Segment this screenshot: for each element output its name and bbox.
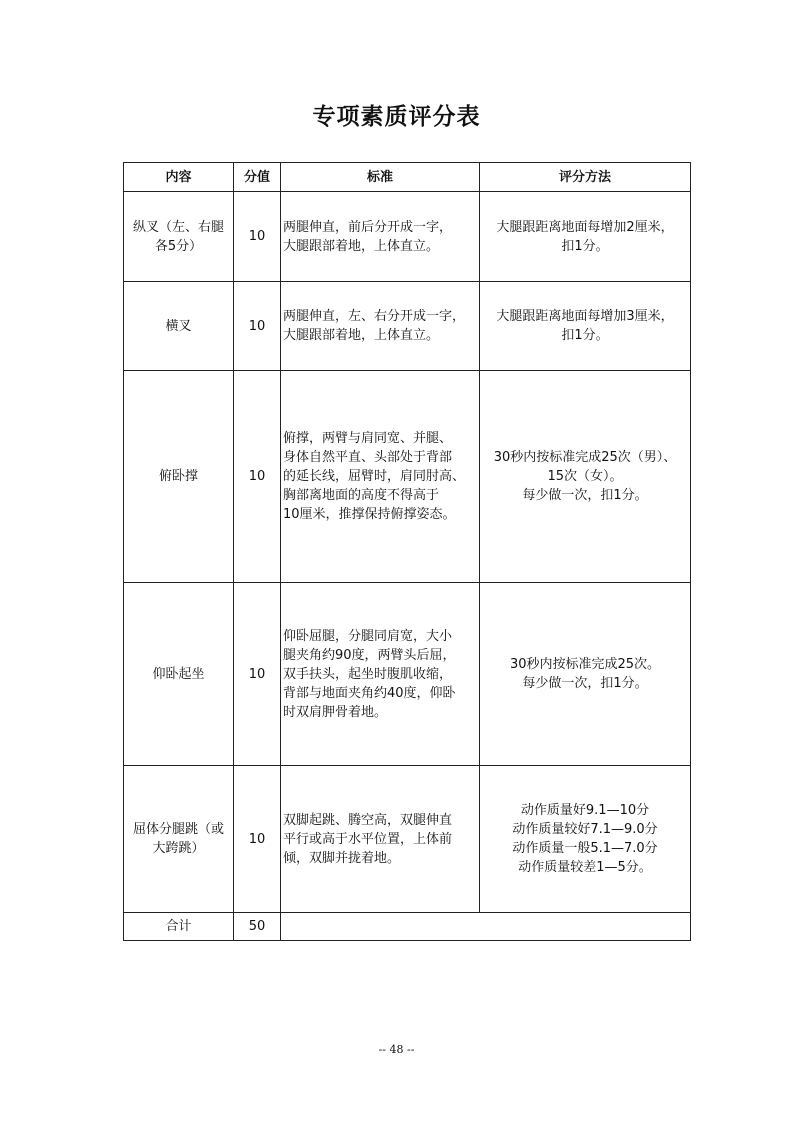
standard-line: 腿夹角约90度，两臂头后屈， bbox=[283, 647, 456, 663]
method-line: 动作质量较差1—5分。 bbox=[518, 860, 652, 875]
method-cell bbox=[480, 766, 691, 913]
standard-line: 胸部离地面的高度不得高于 bbox=[283, 488, 440, 503]
method-line: 每少做一次，扣1分。 bbox=[522, 488, 648, 503]
table-row bbox=[124, 766, 691, 913]
item-name-cell bbox=[124, 192, 234, 282]
standard-line: 身体自然平直、头部处于背部 bbox=[283, 450, 453, 465]
standard-cell bbox=[281, 192, 480, 282]
standard-line: 倾，双脚并拢着地。 bbox=[283, 850, 401, 866]
method-cell bbox=[480, 583, 691, 766]
method-line: 动作质量一般5.1—7.0分 bbox=[512, 841, 658, 856]
method-line: 30秒内按标准完成25次（男）、 bbox=[493, 450, 677, 465]
item-name-cell bbox=[124, 766, 234, 913]
standard-line: 平行或高于水平位置，上体前 bbox=[283, 831, 453, 847]
column-header-content: 内容 bbox=[124, 163, 234, 192]
method-line: 30秒内按标准完成25次。 bbox=[509, 657, 661, 672]
total-row bbox=[124, 913, 691, 941]
standard-line: 两腿伸直，前后分开成一字， bbox=[283, 219, 453, 235]
method-line: 大腿跟距离地面每增加3厘米， bbox=[496, 309, 674, 324]
standard-line: 仰卧屈腿，分腿同肩宽，大小 bbox=[283, 628, 453, 644]
total-label: 合计 bbox=[124, 913, 234, 941]
table-header-row bbox=[124, 163, 691, 192]
item-name-line: 大跨跳） bbox=[152, 841, 205, 856]
method-cell bbox=[480, 371, 691, 583]
standard-line: 双手扶头，起坐时腹肌收缩， bbox=[283, 666, 453, 682]
item-name-line: 仰卧起坐 bbox=[152, 666, 205, 682]
standard-cell bbox=[281, 766, 480, 913]
column-header-standard: 标准 bbox=[281, 163, 480, 192]
standard-cell bbox=[281, 583, 480, 766]
standard-line: 时双肩胛骨着地。 bbox=[283, 704, 388, 720]
table-row bbox=[124, 192, 691, 282]
standard-line: 两腿伸直，左、右分开成一字， bbox=[283, 309, 466, 324]
standard-cell bbox=[281, 371, 480, 583]
method-line: 动作质量好9.1—10分 bbox=[520, 803, 650, 818]
item-name-line: 俯卧撑 bbox=[158, 469, 198, 484]
item-name-cell bbox=[124, 282, 234, 371]
standard-cell bbox=[281, 282, 480, 371]
method-cell bbox=[480, 282, 691, 371]
method-line: 动作质量较好7.1—9.0分 bbox=[512, 822, 658, 837]
item-name-cell bbox=[124, 583, 234, 766]
item-name-line: 横叉 bbox=[165, 318, 192, 334]
item-name-line: 屈体分腿跳（或 bbox=[132, 822, 224, 837]
item-name-cell bbox=[124, 371, 234, 583]
item-score-cell: 10 bbox=[234, 766, 281, 913]
table-row bbox=[124, 282, 691, 371]
standard-line: 的延长线，屈臂时，肩同肘高、 bbox=[283, 469, 466, 484]
table-row bbox=[124, 371, 691, 583]
standard-line: 大腿跟部着地，上体直立。 bbox=[283, 328, 440, 343]
item-score-cell: 10 bbox=[234, 192, 281, 282]
method-cell bbox=[480, 192, 691, 282]
method-line: 扣1分。 bbox=[561, 328, 609, 343]
standard-line: 双脚起跳、腾空高，双腿伸直 bbox=[283, 812, 453, 828]
total-score: 50 bbox=[234, 913, 281, 941]
standard-line: 大腿跟部着地，上体直立。 bbox=[283, 238, 440, 254]
method-line: 扣1分。 bbox=[561, 238, 609, 254]
table-row bbox=[124, 583, 691, 766]
column-header-score: 分值 bbox=[234, 163, 281, 192]
item-name-line: 各5分） bbox=[154, 238, 203, 254]
item-score-cell: 10 bbox=[234, 583, 281, 766]
page-number: -- 48 -- bbox=[378, 1043, 415, 1056]
item-name-line: 纵叉（左、右腿 bbox=[132, 219, 224, 235]
method-line: 大腿跟距离地面每增加2厘米， bbox=[496, 219, 674, 235]
item-score-cell: 10 bbox=[234, 282, 281, 371]
standard-line: 背部与地面夹角约40度，仰卧 bbox=[283, 685, 456, 701]
page-title: 专项素质评分表 bbox=[312, 103, 481, 130]
scoring-table bbox=[123, 162, 691, 941]
standard-line: 俯撑，两臂与肩同宽、并腿、 bbox=[283, 431, 453, 446]
standard-line: 10厘米，推撑保持俯撑姿态。 bbox=[283, 507, 456, 522]
method-line: 15次（女）。 bbox=[547, 469, 623, 484]
item-score-cell: 10 bbox=[234, 371, 281, 583]
method-line: 每少做一次，扣1分。 bbox=[522, 676, 648, 691]
column-header-method: 评分方法 bbox=[480, 163, 691, 192]
total-remark bbox=[281, 913, 691, 941]
